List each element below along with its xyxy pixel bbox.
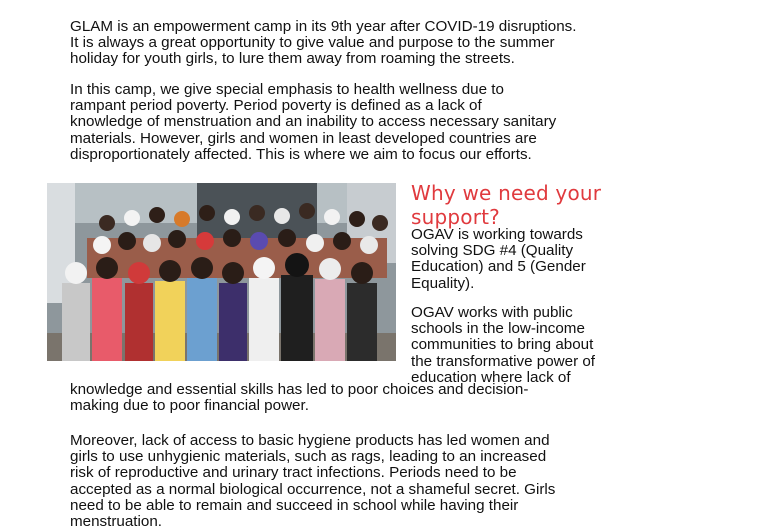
continuation-paragraph [70,382,710,414]
hygiene-line: accepted as a normal biological occurrence, not a shameful secret. Girls [70,480,556,498]
intro-line: GLAM is an empowerment camp in its 9th year after COVID-19 disruptions. [70,18,577,35]
continuation-line: making due to poor financial power. [70,397,309,415]
schools-line: the transformative power of [411,352,596,370]
schools-line: education where lack of [411,368,571,386]
emphasis-line: knowledge of menstruation and an inability to access necessary sanitary [70,113,557,131]
group-photo-illustration [47,183,396,361]
hygiene-paragraph [70,433,710,530]
sdg-line: Equality). [411,274,475,292]
schools-line: OGAV works with public [411,304,573,321]
group-photo [47,183,396,361]
hygiene-line: menstruation. [70,513,163,530]
sdg-line: Education) and 5 (Gender [411,258,586,276]
continuation-line: knowledge and essential skills has led to poor choices and decision- [70,381,529,398]
sdg-line: solving SDG #4 (Quality [411,242,574,260]
hygiene-line: risk of reproductive and urinary tract infections. Periods need to be [70,464,517,482]
emphasis-line: rampant period poverty. Period poverty is defined as a lack of [70,97,482,115]
emphasis-line: materials. However, girls and women in least developed countries are [70,129,537,147]
intro-paragraph [70,19,710,68]
sdg-line: OGAV is working towards [411,226,583,243]
schools-paragraph [411,305,661,386]
support-heading [411,181,671,229]
hygiene-line: girls to use unhygienic materials, such as rags, leading to an increased [70,448,547,466]
intro-line: It is always a great opportunity to give value and purpose to the summer [70,34,555,52]
hygiene-line: need to be able to remain and succeed in school while having their [70,496,519,514]
emphasis-paragraph [70,82,710,163]
emphasis-line: In this camp, we give special emphasis to health wellness due to [70,81,504,98]
support-heading-line: support? [411,205,501,229]
sdg-paragraph [411,227,661,292]
hygiene-line: Moreover, lack of access to basic hygiene products has led women and [70,432,550,449]
support-heading-line: Why we need your [411,181,602,205]
schools-line: communities to bring about [411,336,594,354]
intro-line: holiday for youth girls, to lure them away from roaming the streets. [70,50,515,68]
schools-line: schools in the low-income [411,320,585,338]
emphasis-line: disproportionately affected. This is where we aim to focus our efforts. [70,145,532,163]
